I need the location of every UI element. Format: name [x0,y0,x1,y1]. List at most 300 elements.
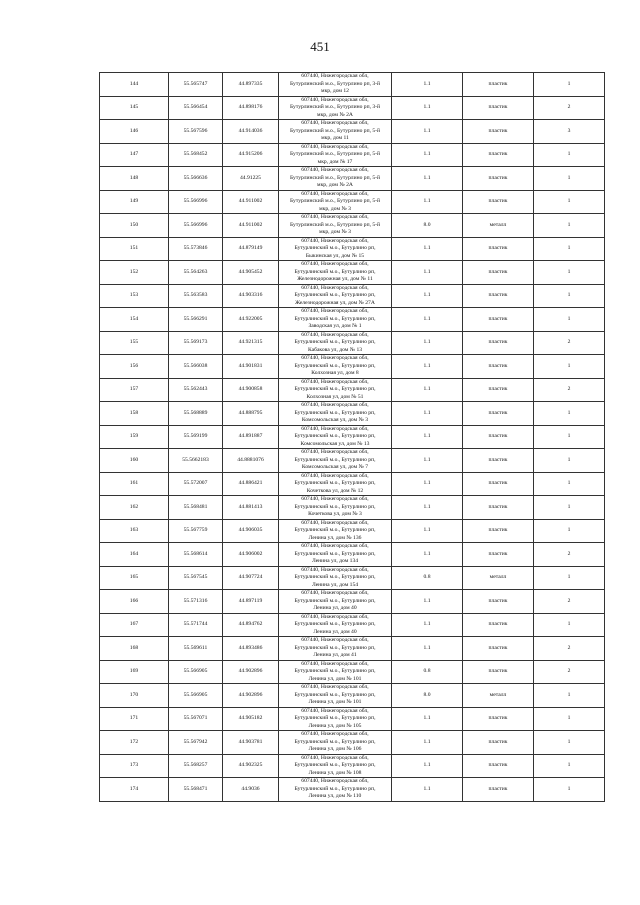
address-line: Колхозная ул, дом 8 [311,370,359,376]
address-cell [279,613,392,637]
address-cell [279,402,392,426]
longitude-cell: 44.91225 [223,167,279,191]
latitude-cell: 55.562443 [169,378,223,402]
address-cell [279,684,392,708]
latitude-cell: 55.566636 [169,167,223,191]
address-line: 607440, Нижегородская обл, [301,120,369,126]
table-row [100,214,605,238]
longitude-cell: 44.921315 [223,331,279,355]
address-line: Ленина ул, дом № 106 [308,746,362,752]
latitude-cell: 55.567942 [169,731,223,755]
latitude-cell: 55.5662183 [169,449,223,473]
address-line: 607440, Нижегородская обл, [301,143,369,150]
longitude-cell: 44.906002 [223,543,279,567]
row-number-cell: 155 [100,331,169,355]
address-cell [279,566,392,590]
row-number-cell: 151 [100,237,169,261]
address-line: 607440, Нижегородская обл, [301,425,369,432]
address-cell [279,378,392,402]
address-line: Быкинская ул, дом № 15 [305,252,365,259]
volume-cell: 1.1 [392,261,463,285]
address-line: Заводская ул, дом № 1 [308,323,362,329]
address-cell [279,167,392,191]
material-cell: пластик [463,496,534,520]
address-line: Ленина ул, дом 41 [313,652,357,658]
address-cell [279,425,392,449]
latitude-cell: 55.563583 [169,284,223,308]
row-number-cell: 162 [100,496,169,520]
address-line: 607440, Нижегородская обл, [301,472,369,479]
address-line: Бутурлинский м.о., Бутурлино рп, [294,386,376,392]
material-cell: пластик [463,613,534,637]
material-cell: пластик [463,660,534,684]
table-row [100,707,605,731]
material-cell: пластик [463,425,534,449]
address-line: Бутурлинский м.о., Бутурлино рп, 5-й [289,127,381,134]
table-body [100,73,605,802]
material-cell: пластик [463,331,534,355]
longitude-cell: 44.886421 [223,472,279,496]
volume-cell: 1.1 [392,331,463,355]
row-number-cell: 158 [100,402,169,426]
material-cell: пластик [463,731,534,755]
count-cell: 1 [534,496,605,520]
row-number-cell: 166 [100,590,169,614]
address-line: 607440, Нижегородская обл, [301,449,369,455]
latitude-cell: 55.566038 [169,355,223,379]
latitude-cell: 55.568452 [169,143,223,167]
address-line: Бутурлинский м.о., Бутурлино рп, [294,785,376,792]
longitude-cell: 44.914036 [223,120,279,144]
latitude-cell: 55.567071 [169,707,223,731]
address-line: мкр, дом № 17 [317,158,353,165]
address-cell [279,449,392,473]
longitude-cell: 44.898176 [223,96,279,120]
table-row [100,637,605,661]
address-cell [279,778,392,802]
volume-cell: 1.1 [392,425,463,449]
table-row [100,566,605,590]
volume-cell: 1.1 [392,543,463,567]
address-line: 607440, Нижегородская обл, [301,778,369,784]
volume-cell: 1.1 [392,707,463,731]
address-line: 607440, Нижегородская обл, [301,637,369,643]
count-cell: 1 [534,519,605,543]
volume-cell: 1.1 [392,637,463,661]
address-line: 607440, Нижегородская обл, [301,684,369,690]
table-row [100,684,605,708]
count-cell: 1 [534,778,605,802]
volume-cell: 0.8 [392,660,463,684]
address-line: Бутурлинский м.о., Бутурлино рп, 5-й [289,198,381,204]
table-row [100,120,605,144]
address-line: мкр, дом № 3 [319,205,351,212]
address-line: 607440, Нижегородская обл, [301,496,369,502]
table-row [100,261,605,285]
material-cell: пластик [463,308,534,332]
count-cell: 1 [534,167,605,191]
count-cell: 1 [534,237,605,261]
row-number-cell: 156 [100,355,169,379]
address-line: 607440, Нижегородская обл, [301,355,369,361]
volume-cell: 1.1 [392,120,463,144]
longitude-cell: 44.907724 [223,566,279,590]
volume-cell: 1.1 [392,378,463,402]
address-line: Бутурлинский м.о., Бутурлино рп, [294,339,376,345]
volume-cell: 1.1 [392,590,463,614]
material-cell: металл [463,566,534,590]
address-cell [279,73,392,97]
material-cell: пластик [463,96,534,120]
latitude-cell: 55.566996 [169,190,223,214]
address-line: Бутурлинский м.о., Бутурлино рп, 5-й [289,221,381,228]
volume-cell: 1.1 [392,496,463,520]
address-line: Ленина ул, дом № 136 [308,534,362,541]
latitude-cell: 55.567759 [169,519,223,543]
volume-cell: 1.1 [392,613,463,637]
address-line: мкр, дом № 2А [317,182,353,188]
address-line: Кабакова ул, дом № 13 [307,346,363,353]
address-line: Железнодорожная ул, дом № 27А [295,299,375,306]
latitude-cell: 55.568257 [169,754,223,778]
latitude-cell: 55.566291 [169,308,223,332]
count-cell: 2 [534,96,605,120]
longitude-cell: 44.902325 [223,754,279,778]
material-cell: пластик [463,261,534,285]
address-line: 607440, Нижегородская обл, [301,731,369,737]
address-line: Железнодорожная ул, дом № 11 [297,276,373,282]
volume-cell: 1.1 [392,96,463,120]
address-line: Бутурлинский м.о., Бутурлино рп, [294,762,376,768]
row-number-cell: 160 [100,449,169,473]
address-line: Ленина ул, дом 40 [313,628,357,635]
longitude-cell: 44.922005 [223,308,279,332]
row-number-cell: 159 [100,425,169,449]
table-row [100,143,605,167]
address-cell [279,308,392,332]
address-line: 607440, Нижегородская обл, [301,73,369,79]
table-row [100,167,605,191]
address-cell [279,96,392,120]
row-number-cell: 169 [100,660,169,684]
address-line: 607440, Нижегородская обл, [301,167,369,173]
count-cell: 2 [534,378,605,402]
address-line: Бутурлинский м.о., Бутурлино рп, 5-й [289,174,381,181]
material-cell: пластик [463,284,534,308]
address-cell [279,190,392,214]
latitude-cell: 55.568614 [169,543,223,567]
latitude-cell: 55.567596 [169,120,223,144]
address-line: Бутурлинский м.о., Бутурлино рп, [294,574,376,580]
count-cell: 1 [534,143,605,167]
address-cell [279,120,392,144]
count-cell: 3 [534,120,605,144]
volume-cell: 8.0 [392,684,463,708]
count-cell: 1 [534,355,605,379]
count-cell: 2 [534,543,605,567]
address-line: Бутурлинский м.о., Бутурлино рп, [294,597,376,604]
volume-cell: 1.1 [392,190,463,214]
address-cell [279,707,392,731]
count-cell: 1 [534,190,605,214]
count-cell: 2 [534,637,605,661]
table-row [100,284,605,308]
table-row [100,355,605,379]
longitude-cell: 44.903781 [223,731,279,755]
address-line: 607440, Нижегородская обл, [301,331,369,338]
table-row [100,331,605,355]
table-row [100,190,605,214]
longitude-cell: 44.902896 [223,660,279,684]
address-line: Бутурлинский м.о., Бутурлино рп, [294,691,376,698]
row-number-cell: 164 [100,543,169,567]
material-cell: пластик [463,590,534,614]
row-number-cell: 161 [100,472,169,496]
address-cell [279,637,392,661]
latitude-cell: 55.566905 [169,684,223,708]
address-cell [279,331,392,355]
row-number-cell: 168 [100,637,169,661]
volume-cell: 1.1 [392,237,463,261]
material-cell: металл [463,214,534,238]
address-line: Бутурлинский м.о., Бутурлино рп, [294,644,376,651]
address-line: 607440, Нижегородская обл, [301,613,369,620]
volume-cell: 1.1 [392,472,463,496]
table-row [100,613,605,637]
material-cell: пластик [463,143,534,167]
material-cell: пластик [463,543,534,567]
table-row [100,96,605,120]
latitude-cell: 55.572007 [169,472,223,496]
volume-cell: 1.1 [392,402,463,426]
address-line: 607440, Нижегородская обл, [301,519,369,526]
count-cell: 1 [534,754,605,778]
row-number-cell: 144 [100,73,169,97]
latitude-cell: 55.564263 [169,261,223,285]
table-row [100,590,605,614]
longitude-cell: 44.893486 [223,637,279,661]
row-number-cell: 147 [100,143,169,167]
count-cell: 1 [534,402,605,426]
row-number-cell: 145 [100,96,169,120]
address-line: Бутурлинский м.о., Бутурлино рп, 3-й [289,104,381,110]
address-cell [279,590,392,614]
count-cell: 2 [534,331,605,355]
count-cell: 2 [534,590,605,614]
material-cell: пластик [463,754,534,778]
address-cell [279,261,392,285]
latitude-cell: 55.565747 [169,73,223,97]
latitude-cell: 55.569173 [169,331,223,355]
row-number-cell: 154 [100,308,169,332]
table-row [100,237,605,261]
longitude-cell: 44.888795 [223,402,279,426]
address-line: Кочеткова ул, дом № 12 [306,487,364,494]
table-row [100,754,605,778]
address-line: Бутурлинский м.о., Бутурлино рп, [294,550,376,557]
longitude-cell: 44.911002 [223,214,279,238]
material-cell: пластик [463,190,534,214]
volume-cell: 0.8 [392,566,463,590]
volume-cell: 1.1 [392,73,463,97]
address-line: Бутурлинский м.о., Бутурлино рп, [294,245,376,251]
longitude-cell: 44.891887 [223,425,279,449]
address-line: Бутурлинский м.о., Бутурлино рп, [294,738,376,745]
container-sites-table [99,72,605,802]
latitude-cell: 55.571744 [169,613,223,637]
address-line: 607440, Нижегородская обл, [301,284,369,291]
address-line: Комсомольская ул, дом № 7 [301,464,369,470]
longitude-cell: 44.903316 [223,284,279,308]
address-line: Ленина ул, дом № 105 [308,722,362,729]
material-cell: пластик [463,73,534,97]
address-line: мкр, дом 12 [321,88,349,94]
longitude-cell: 44.881413 [223,496,279,520]
row-number-cell: 170 [100,684,169,708]
row-number-cell: 149 [100,190,169,214]
latitude-cell: 55.566905 [169,660,223,684]
longitude-cell: 44.879149 [223,237,279,261]
volume-cell: 1.1 [392,519,463,543]
address-line: 607440, Нижегородская обл, [301,543,369,549]
address-line: мкр, дом № 3 [319,229,351,235]
address-line: 607440, Нижегородская обл, [301,96,369,103]
longitude-cell: 44.901831 [223,355,279,379]
latitude-cell: 55.566996 [169,214,223,238]
address-line: 607440, Нижегородская обл, [301,190,369,197]
row-number-cell: 167 [100,613,169,637]
table-row [100,425,605,449]
address-cell [279,660,392,684]
latitude-cell: 55.569199 [169,425,223,449]
longitude-cell: 44.900858 [223,378,279,402]
address-line: Бутурлинский м.о., Бутурлино рп, 3-й [289,80,381,87]
table-row [100,543,605,567]
longitude-cell: 44.911002 [223,190,279,214]
address-cell [279,543,392,567]
count-cell: 1 [534,308,605,332]
page-number: 451 [310,39,330,54]
address-cell [279,143,392,167]
address-line: Ленина ул, дом № 101 [308,699,362,705]
volume-cell: 1.1 [392,167,463,191]
address-line: Бутурлинский м.о., Бутурлино рп, [294,292,376,298]
table-row [100,472,605,496]
table-row [100,73,605,97]
count-cell: 1 [534,449,605,473]
row-number-cell: 171 [100,707,169,731]
table-row [100,496,605,520]
count-cell: 1 [534,284,605,308]
longitude-cell: 44.894762 [223,613,279,637]
volume-cell: 1.1 [392,731,463,755]
volume-cell: 8.0 [392,214,463,238]
volume-cell: 1.1 [392,355,463,379]
row-number-cell: 173 [100,754,169,778]
address-line: Ленина ул, дом № 110 [308,793,362,799]
table-row [100,449,605,473]
address-cell [279,754,392,778]
address-line: мкр, дом 11 [321,135,349,141]
material-cell: пластик [463,167,534,191]
address-line: Кочеткова ул, дом № 3 [308,511,362,517]
address-line: 607440, Нижегородская обл, [301,754,369,761]
latitude-cell: 55.569611 [169,637,223,661]
address-line: Бутурлинский м.о., Бутурлино рп, [294,433,376,439]
count-cell: 1 [534,73,605,97]
address-line: Бутурлинский м.о., Бутурлино рп, [294,362,376,369]
count-cell: 1 [534,707,605,731]
volume-cell: 1.1 [392,143,463,167]
address-line: 607440, Нижегородская обл, [301,402,369,408]
table-row [100,731,605,755]
material-cell: пластик [463,707,534,731]
address-line: Ленина ул, дом 40 [313,605,357,611]
longitude-cell: 44.905182 [223,707,279,731]
count-cell: 1 [534,214,605,238]
material-cell: пластик [463,378,534,402]
material-cell: пластик [463,472,534,496]
latitude-cell: 55.568471 [169,778,223,802]
address-line: Бутурлинский м.о., Бутурлино рп, [294,456,376,463]
longitude-cell: 44.905452 [223,261,279,285]
material-cell: пластик [463,402,534,426]
material-cell: пластик [463,778,534,802]
address-line: Комсомольская ул, дом № 3 [301,417,369,423]
material-cell: пластик [463,449,534,473]
latitude-cell: 55.566454 [169,96,223,120]
address-line: Комсомольская ул, дом № 13 [300,440,370,447]
address-line: Бутурлинский м.о., Бутурлино рп, [294,480,376,486]
address-line: Бутурлинский м.о., Бутурлино рп, [294,315,376,322]
material-cell: пластик [463,519,534,543]
address-line: Бутурлинский м.о., Бутурлино рп, [294,409,376,416]
volume-cell: 1.1 [392,754,463,778]
address-line: 607440, Нижегородская обл, [301,378,369,385]
address-line: Ленина ул, дом 154 [311,581,359,588]
row-number-cell: 174 [100,778,169,802]
address-line: Колхозная ул, дом № 51 [306,393,364,400]
count-cell: 1 [534,566,605,590]
latitude-cell: 55.568481 [169,496,223,520]
address-line: Бутурлинский м.о., Бутурлино рп, [294,621,376,627]
row-number-cell: 152 [100,261,169,285]
longitude-cell: 44.906035 [223,519,279,543]
address-line: Бутурлинский м.о., Бутурлино рп, [294,668,376,674]
address-cell [279,472,392,496]
address-cell [279,355,392,379]
longitude-cell: 44.9036 [223,778,279,802]
row-number-cell: 153 [100,284,169,308]
count-cell: 1 [534,613,605,637]
count-cell: 2 [534,660,605,684]
table-row [100,402,605,426]
longitude-cell: 44.8881076 [223,449,279,473]
longitude-cell: 44.915206 [223,143,279,167]
count-cell: 1 [534,261,605,285]
latitude-cell: 55.567545 [169,566,223,590]
latitude-cell: 55.568889 [169,402,223,426]
material-cell: металл [463,684,534,708]
table-row [100,778,605,802]
address-line: Ленина ул, дом № 108 [308,769,362,776]
address-line: 607440, Нижегородская обл, [301,214,369,220]
longitude-cell: 44.902896 [223,684,279,708]
longitude-cell: 44.897119 [223,590,279,614]
latitude-cell: 55.573846 [169,237,223,261]
address-cell [279,284,392,308]
volume-cell: 1.1 [392,449,463,473]
